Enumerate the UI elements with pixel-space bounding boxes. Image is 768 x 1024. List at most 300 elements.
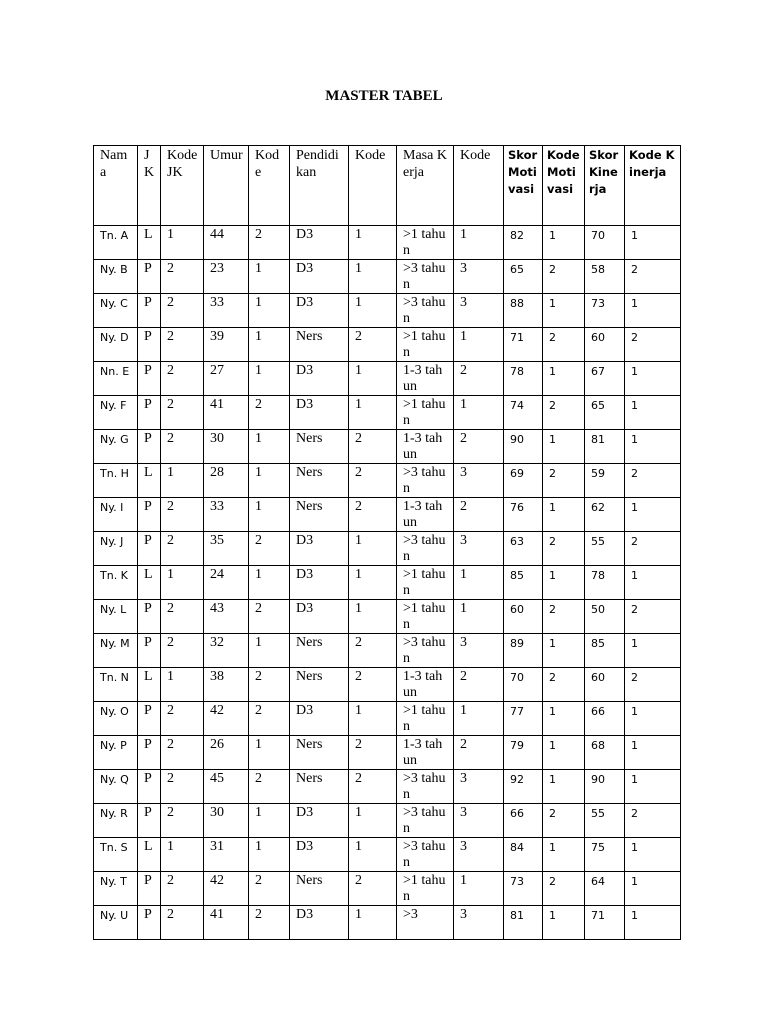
table-cell: Ners: [290, 770, 349, 804]
table-cell: Ny. M: [94, 634, 138, 668]
table-cell: 90: [504, 430, 543, 464]
table-cell: >3 tahun: [397, 532, 454, 566]
table-cell: L: [138, 838, 161, 872]
table-cell: 30: [204, 804, 249, 838]
table-cell: 38: [204, 668, 249, 702]
table-cell: 39: [204, 328, 249, 362]
table-cell: 33: [204, 294, 249, 328]
table-cell: P: [138, 294, 161, 328]
table-cell: 62: [585, 498, 625, 532]
table-cell: 1: [161, 668, 204, 702]
table-row: [94, 260, 681, 294]
table-cell: >1 tahun: [397, 702, 454, 736]
column-header: Skor Motivasi: [504, 146, 543, 226]
table-cell: 2: [543, 872, 585, 906]
column-header: JK: [138, 146, 161, 226]
table-cell: 2: [249, 872, 290, 906]
table-cell: 1: [349, 804, 397, 838]
table-cell: 30: [204, 430, 249, 464]
table-cell: 65: [504, 260, 543, 294]
table-cell: 2: [349, 736, 397, 770]
table-cell: 1: [625, 634, 681, 668]
table-row: [94, 430, 681, 464]
table-cell: 1: [543, 634, 585, 668]
table-cell: 1: [625, 736, 681, 770]
table-cell: 1: [543, 498, 585, 532]
table-cell: 64: [585, 872, 625, 906]
table-cell: 2: [543, 532, 585, 566]
table-cell: 1: [249, 362, 290, 396]
table-cell: 2: [454, 668, 504, 702]
table-cell: 1: [625, 396, 681, 430]
table-row: [94, 396, 681, 430]
column-header: Pendidikan: [290, 146, 349, 226]
table-row: [94, 770, 681, 804]
table-cell: 2: [161, 328, 204, 362]
table-cell: 1-3 tahun: [397, 498, 454, 532]
column-header: Nama: [94, 146, 138, 226]
table-cell: 41: [204, 906, 249, 940]
table-cell: 2: [454, 736, 504, 770]
table-cell: 70: [585, 226, 625, 260]
table-cell: 1: [454, 396, 504, 430]
table-cell: 1-3 tahun: [397, 362, 454, 396]
table-cell: 1: [454, 566, 504, 600]
table-cell: 50: [585, 600, 625, 634]
table-row: [94, 838, 681, 872]
table-cell: 2: [543, 328, 585, 362]
table-cell: 2: [161, 736, 204, 770]
table-cell: Tn. N: [94, 668, 138, 702]
table-cell: 66: [504, 804, 543, 838]
table-cell: 1: [625, 362, 681, 396]
table-cell: 2: [349, 634, 397, 668]
table-cell: 1: [249, 430, 290, 464]
table-cell: D3: [290, 838, 349, 872]
table-cell: 1: [625, 770, 681, 804]
table-cell: 2: [161, 634, 204, 668]
table-cell: 92: [504, 770, 543, 804]
table-cell: 2: [454, 430, 504, 464]
table-row: [94, 226, 681, 260]
table-cell: 23: [204, 260, 249, 294]
table-cell: >3 tahun: [397, 294, 454, 328]
table-cell: D3: [290, 362, 349, 396]
table-cell: L: [138, 566, 161, 600]
table-cell: 2: [349, 328, 397, 362]
table-cell: 33: [204, 498, 249, 532]
table-cell: 55: [585, 532, 625, 566]
table-row: [94, 328, 681, 362]
table-cell: 1: [543, 294, 585, 328]
table-cell: 1: [543, 362, 585, 396]
table-cell: D3: [290, 906, 349, 940]
table-cell: 60: [585, 668, 625, 702]
table-cell: 2: [454, 498, 504, 532]
table-cell: Ny. R: [94, 804, 138, 838]
table-cell: 1: [625, 566, 681, 600]
table-cell: 79: [504, 736, 543, 770]
table-cell: 31: [204, 838, 249, 872]
table-cell: 1: [161, 838, 204, 872]
column-header: Kode: [454, 146, 504, 226]
table-cell: 85: [585, 634, 625, 668]
table-cell: 1: [625, 226, 681, 260]
table-cell: 2: [543, 668, 585, 702]
table-row: [94, 362, 681, 396]
table-cell: >3 tahun: [397, 804, 454, 838]
table-cell: Ny. I: [94, 498, 138, 532]
table-cell: 73: [585, 294, 625, 328]
table-cell: Ny. B: [94, 260, 138, 294]
table-cell: Tn. H: [94, 464, 138, 498]
table-cell: 2: [349, 872, 397, 906]
table-cell: Ners: [290, 736, 349, 770]
table-cell: 35: [204, 532, 249, 566]
table-cell: 3: [454, 804, 504, 838]
table-cell: >1 tahun: [397, 396, 454, 430]
table-cell: Tn. A: [94, 226, 138, 260]
table-cell: 2: [543, 260, 585, 294]
table-cell: 2: [249, 600, 290, 634]
table-cell: 3: [454, 838, 504, 872]
table-row: [94, 702, 681, 736]
table-cell: >1 tahun: [397, 872, 454, 906]
table-cell: 2: [543, 804, 585, 838]
table-cell: 77: [504, 702, 543, 736]
table-cell: Ners: [290, 328, 349, 362]
table-cell: 41: [204, 396, 249, 430]
table-cell: 24: [204, 566, 249, 600]
table-cell: 60: [504, 600, 543, 634]
table-cell: 45: [204, 770, 249, 804]
table-cell: 2: [625, 260, 681, 294]
table-cell: 1: [161, 566, 204, 600]
table-cell: P: [138, 770, 161, 804]
table-cell: 2: [625, 532, 681, 566]
table-cell: 1: [543, 736, 585, 770]
table-row: [94, 668, 681, 702]
table-cell: D3: [290, 532, 349, 566]
table-cell: 2: [161, 872, 204, 906]
table-cell: P: [138, 906, 161, 940]
table-cell: P: [138, 702, 161, 736]
table-cell: P: [138, 804, 161, 838]
table-cell: 78: [585, 566, 625, 600]
table-cell: 1: [349, 260, 397, 294]
table-cell: P: [138, 430, 161, 464]
table-cell: 2: [349, 430, 397, 464]
table-cell: P: [138, 532, 161, 566]
table-cell: Ny. U: [94, 906, 138, 940]
table-cell: 84: [504, 838, 543, 872]
table-cell: 2: [625, 600, 681, 634]
table-cell: 1: [543, 906, 585, 940]
table-cell: 59: [585, 464, 625, 498]
table-cell: D3: [290, 566, 349, 600]
table-cell: 2: [161, 770, 204, 804]
table-cell: 1: [543, 226, 585, 260]
table-cell: 1: [349, 532, 397, 566]
table-cell: 1: [349, 362, 397, 396]
table-cell: P: [138, 498, 161, 532]
table-cell: 3: [454, 770, 504, 804]
table-cell: 1: [249, 736, 290, 770]
table-cell: 1: [249, 260, 290, 294]
table-cell: Ny. D: [94, 328, 138, 362]
table-cell: L: [138, 226, 161, 260]
table-cell: 2: [161, 396, 204, 430]
table-row: [94, 532, 681, 566]
table-cell: 68: [585, 736, 625, 770]
table-cell: Ny. Q: [94, 770, 138, 804]
table-cell: 1: [625, 702, 681, 736]
table-cell: 2: [161, 906, 204, 940]
table-cell: >3 tahun: [397, 838, 454, 872]
column-header: Kode: [249, 146, 290, 226]
table-cell: 1: [349, 226, 397, 260]
table-cell: 32: [204, 634, 249, 668]
table-cell: Nn. E: [94, 362, 138, 396]
table-cell: >3: [397, 906, 454, 940]
table-cell: Ny. O: [94, 702, 138, 736]
table-cell: 1: [349, 702, 397, 736]
table-cell: Ny. L: [94, 600, 138, 634]
table-cell: 66: [585, 702, 625, 736]
table-cell: 3: [454, 634, 504, 668]
table-cell: 2: [543, 464, 585, 498]
table-cell: 1-3 tahun: [397, 430, 454, 464]
table-row: [94, 600, 681, 634]
column-header: Kode: [349, 146, 397, 226]
table-cell: 76: [504, 498, 543, 532]
table-cell: 1: [543, 838, 585, 872]
table-cell: D3: [290, 396, 349, 430]
table-cell: 1: [249, 566, 290, 600]
table-cell: 42: [204, 872, 249, 906]
table-cell: 2: [454, 362, 504, 396]
table-cell: 1: [249, 804, 290, 838]
table-cell: 85: [504, 566, 543, 600]
table-cell: 2: [249, 770, 290, 804]
table-cell: Tn. K: [94, 566, 138, 600]
table-cell: 1: [349, 396, 397, 430]
table-row: [94, 906, 681, 940]
table-cell: 74: [504, 396, 543, 430]
table-row: [94, 872, 681, 906]
table-cell: 75: [585, 838, 625, 872]
page-title: MASTER TABEL: [325, 88, 443, 104]
table-cell: 60: [585, 328, 625, 362]
table-cell: 2: [161, 362, 204, 396]
table-cell: 1: [249, 464, 290, 498]
table-cell: 70: [504, 668, 543, 702]
table-cell: 71: [585, 906, 625, 940]
table-cell: 2: [625, 328, 681, 362]
table-cell: 42: [204, 702, 249, 736]
table-cell: 2: [161, 600, 204, 634]
table-cell: 3: [454, 294, 504, 328]
table-cell: 55: [585, 804, 625, 838]
table-cell: 81: [504, 906, 543, 940]
table-cell: Ny. J: [94, 532, 138, 566]
table-cell: Ners: [290, 430, 349, 464]
table-cell: 58: [585, 260, 625, 294]
table-cell: 88: [504, 294, 543, 328]
table-cell: 89: [504, 634, 543, 668]
table-cell: 1: [349, 600, 397, 634]
table-cell: 2: [161, 532, 204, 566]
table-row: [94, 736, 681, 770]
table-cell: 1: [543, 566, 585, 600]
table-cell: Tn. S: [94, 838, 138, 872]
table-cell: 2: [161, 260, 204, 294]
table-cell: 1: [249, 294, 290, 328]
column-header: Kode Kinerja: [625, 146, 681, 226]
table-cell: 1: [625, 872, 681, 906]
table-cell: 1: [543, 702, 585, 736]
table-cell: 1-3 tahun: [397, 668, 454, 702]
table-row: [94, 498, 681, 532]
table-cell: 3: [454, 906, 504, 940]
table-cell: D3: [290, 600, 349, 634]
table-cell: 1: [543, 430, 585, 464]
table-cell: 2: [543, 396, 585, 430]
table-cell: P: [138, 260, 161, 294]
column-header: Kode Motivasi: [543, 146, 585, 226]
table-row: [94, 464, 681, 498]
table-cell: 2: [625, 804, 681, 838]
table-cell: 2: [349, 464, 397, 498]
table-cell: 2: [249, 226, 290, 260]
table-cell: 2: [249, 906, 290, 940]
table-cell: 1: [249, 328, 290, 362]
table-row: [94, 634, 681, 668]
table-cell: 28: [204, 464, 249, 498]
table-row: [94, 566, 681, 600]
table-body: [94, 226, 681, 940]
table-cell: 2: [543, 600, 585, 634]
table-cell: 1: [625, 906, 681, 940]
table-cell: >1 tahun: [397, 600, 454, 634]
table-cell: >3 tahun: [397, 260, 454, 294]
table-cell: 90: [585, 770, 625, 804]
table-cell: Ny. C: [94, 294, 138, 328]
table-cell: D3: [290, 294, 349, 328]
table-cell: 1: [349, 906, 397, 940]
table-cell: 1: [543, 770, 585, 804]
header-row: [94, 146, 681, 226]
table-cell: 1: [625, 498, 681, 532]
table-cell: 26: [204, 736, 249, 770]
table-cell: Ny. G: [94, 430, 138, 464]
table-cell: 1: [249, 634, 290, 668]
table-cell: 3: [454, 464, 504, 498]
column-header: Masa Kerja: [397, 146, 454, 226]
table-cell: 78: [504, 362, 543, 396]
table-cell: 69: [504, 464, 543, 498]
table-cell: 3: [454, 532, 504, 566]
table-row: [94, 294, 681, 328]
table-cell: 1: [349, 566, 397, 600]
table-cell: L: [138, 668, 161, 702]
table-cell: P: [138, 328, 161, 362]
master-table: [93, 145, 681, 940]
column-header: Skor Kinerja: [585, 146, 625, 226]
table-cell: Ny. F: [94, 396, 138, 430]
table-cell: L: [138, 464, 161, 498]
table-cell: >3 tahun: [397, 770, 454, 804]
table-cell: 2: [161, 294, 204, 328]
table-cell: 27: [204, 362, 249, 396]
table-cell: >1 tahun: [397, 226, 454, 260]
table-cell: Ners: [290, 464, 349, 498]
table-cell: 2: [249, 668, 290, 702]
table-row: [94, 804, 681, 838]
table-cell: 1: [625, 430, 681, 464]
table-cell: Ny. T: [94, 872, 138, 906]
table-cell: 81: [585, 430, 625, 464]
table-cell: 73: [504, 872, 543, 906]
table-cell: 2: [161, 804, 204, 838]
table-cell: Ners: [290, 498, 349, 532]
table-cell: 43: [204, 600, 249, 634]
table-cell: 1: [161, 226, 204, 260]
table-cell: 1: [249, 498, 290, 532]
table-cell: 3: [454, 260, 504, 294]
table-cell: >1 tahun: [397, 566, 454, 600]
table-cell: 1-3 tahun: [397, 736, 454, 770]
table-cell: P: [138, 396, 161, 430]
table-cell: 1: [349, 294, 397, 328]
table-cell: 2: [161, 702, 204, 736]
table-cell: Ners: [290, 872, 349, 906]
table-cell: 1: [454, 872, 504, 906]
table-cell: 82: [504, 226, 543, 260]
table-cell: D3: [290, 702, 349, 736]
table-cell: 1: [454, 702, 504, 736]
table-cell: D3: [290, 226, 349, 260]
table-cell: 44: [204, 226, 249, 260]
table-cell: P: [138, 736, 161, 770]
table-cell: P: [138, 362, 161, 396]
table-cell: 2: [249, 396, 290, 430]
table-cell: 1: [454, 226, 504, 260]
column-header: Kode JK: [161, 146, 204, 226]
table-cell: 2: [249, 702, 290, 736]
table-cell: 2: [249, 532, 290, 566]
table-cell: P: [138, 600, 161, 634]
table-cell: D3: [290, 804, 349, 838]
table-cell: 2: [349, 668, 397, 702]
table-cell: 2: [625, 464, 681, 498]
table-cell: Ny. P: [94, 736, 138, 770]
table-cell: 63: [504, 532, 543, 566]
table-cell: 2: [349, 498, 397, 532]
table-cell: 1: [454, 600, 504, 634]
table-cell: D3: [290, 260, 349, 294]
table-cell: 2: [161, 430, 204, 464]
table-cell: 1: [454, 328, 504, 362]
table-cell: 2: [625, 668, 681, 702]
table-cell: P: [138, 872, 161, 906]
table-cell: 1: [161, 464, 204, 498]
table-cell: 71: [504, 328, 543, 362]
table-cell: >3 tahun: [397, 634, 454, 668]
table-cell: 2: [161, 498, 204, 532]
table-cell: P: [138, 634, 161, 668]
table-cell: 1: [249, 838, 290, 872]
